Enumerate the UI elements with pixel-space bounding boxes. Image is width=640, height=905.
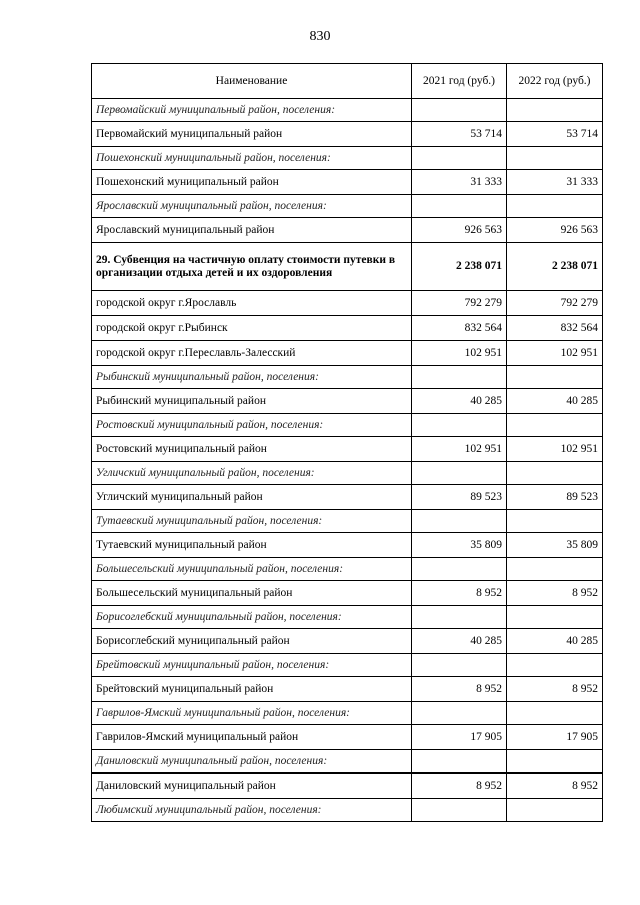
value-2022: 102 951	[507, 341, 603, 366]
value-2022	[507, 750, 603, 774]
value-2021: 35 809	[412, 533, 507, 558]
row-name: Гаврилов-Ямский муниципальный район	[92, 725, 412, 750]
table-body	[92, 99, 603, 822]
row-name: городской округ г.Ярославль	[92, 291, 412, 316]
value-2022	[507, 702, 603, 725]
value-2022	[507, 99, 603, 122]
value-2021: 102 951	[412, 341, 507, 366]
table-row	[92, 533, 603, 558]
row-name: городской округ г.Переславль-Залесский	[92, 341, 412, 366]
value-2021	[412, 414, 507, 437]
value-2021	[412, 195, 507, 218]
value-2021	[412, 558, 507, 581]
value-2021	[412, 606, 507, 629]
value-2021	[412, 366, 507, 389]
row-name: Брейтовский муниципальный район, поселения:	[92, 654, 412, 677]
row-name: Ярославский муниципальный район, поселения:	[92, 195, 412, 218]
table-row	[92, 218, 603, 243]
value-2022: 89 523	[507, 485, 603, 510]
value-2022: 35 809	[507, 533, 603, 558]
table-row	[92, 122, 603, 147]
value-2022: 792 279	[507, 291, 603, 316]
row-name: Рыбинский муниципальный район	[92, 389, 412, 414]
value-2022: 926 563	[507, 218, 603, 243]
value-2022	[507, 558, 603, 581]
table-row	[92, 581, 603, 606]
value-2021: 926 563	[412, 218, 507, 243]
value-2021: 2 238 071	[412, 243, 507, 291]
table-row	[92, 291, 603, 316]
value-2021: 17 905	[412, 725, 507, 750]
row-name: Большесельский муниципальный район	[92, 581, 412, 606]
value-2021: 102 951	[412, 437, 507, 462]
table-row	[92, 316, 603, 341]
value-2021	[412, 147, 507, 170]
value-2021: 40 285	[412, 389, 507, 414]
value-2021: 89 523	[412, 485, 507, 510]
value-2021: 832 564	[412, 316, 507, 341]
table-row	[92, 341, 603, 366]
value-2021	[412, 510, 507, 533]
row-name: Тутаевский муниципальный район, поселения:	[92, 510, 412, 533]
row-name: Угличский муниципальный район, поселения:	[92, 462, 412, 485]
row-name: Пошехонский муниципальный район, поселения:	[92, 147, 412, 170]
subsection-row	[92, 702, 603, 725]
table-row	[92, 677, 603, 702]
table-row	[92, 773, 603, 799]
subsection-row	[92, 558, 603, 581]
value-2022	[507, 195, 603, 218]
value-2022: 832 564	[507, 316, 603, 341]
value-2021: 53 714	[412, 122, 507, 147]
row-name: Борисоглебский муниципальный район, поселения:	[92, 606, 412, 629]
row-name: Брейтовский муниципальный район	[92, 677, 412, 702]
row-name: Борисоглебский муниципальный район	[92, 629, 412, 654]
subsection-row	[92, 606, 603, 629]
row-name: Ростовский муниципальный район	[92, 437, 412, 462]
value-2022: 40 285	[507, 389, 603, 414]
value-2021: 40 285	[412, 629, 507, 654]
table-row	[92, 629, 603, 654]
value-2022	[507, 414, 603, 437]
value-2022: 8 952	[507, 773, 603, 799]
table-row	[92, 170, 603, 195]
row-name: Даниловский муниципальный район	[92, 773, 412, 799]
row-name: Первомайский муниципальный район, поселения:	[92, 99, 412, 122]
budget-table	[91, 63, 603, 822]
value-2022: 8 952	[507, 581, 603, 606]
header-name: Наименование	[92, 64, 412, 99]
value-2022	[507, 366, 603, 389]
table-row	[92, 437, 603, 462]
value-2021	[412, 462, 507, 485]
value-2021: 8 952	[412, 677, 507, 702]
subsection-row	[92, 414, 603, 437]
header-2022: 2022 год (руб.)	[507, 64, 603, 99]
subsection-row	[92, 462, 603, 485]
subsection-row	[92, 99, 603, 122]
table-row	[92, 485, 603, 510]
header-2021: 2021 год (руб.)	[412, 64, 507, 99]
page-number: 830	[309, 29, 331, 44]
value-2021	[412, 702, 507, 725]
row-name: Ростовский муниципальный район, поселения:	[92, 414, 412, 437]
row-name: Тутаевский муниципальный район	[92, 533, 412, 558]
table-header-row	[92, 64, 603, 99]
table-row	[92, 725, 603, 750]
value-2022: 102 951	[507, 437, 603, 462]
value-2022	[507, 147, 603, 170]
value-2022	[507, 606, 603, 629]
value-2021	[412, 654, 507, 677]
value-2022	[507, 799, 603, 822]
subsection-row	[92, 750, 603, 774]
section-heading-row	[92, 243, 603, 291]
subsection-row	[92, 799, 603, 822]
subsection-row	[92, 654, 603, 677]
row-name: городской округ г.Рыбинск	[92, 316, 412, 341]
value-2021: 8 952	[412, 581, 507, 606]
subsection-row	[92, 195, 603, 218]
row-name: Большесельский муниципальный район, поселения:	[92, 558, 412, 581]
value-2021	[412, 799, 507, 822]
value-2022: 8 952	[507, 677, 603, 702]
subsection-row	[92, 366, 603, 389]
table-row	[92, 389, 603, 414]
row-name: Даниловский муниципальный район, поселения:	[92, 750, 412, 774]
value-2022	[507, 510, 603, 533]
row-name: 29. Субвенция на частичную оплату стоимости путевки в организации отдыха детей и их оздоровления	[92, 243, 412, 291]
value-2022: 53 714	[507, 122, 603, 147]
subsection-row	[92, 510, 603, 533]
row-name: Первомайский муниципальный район	[92, 122, 412, 147]
row-name: Угличский муниципальный район	[92, 485, 412, 510]
value-2022	[507, 654, 603, 677]
row-name: Гаврилов-Ямский муниципальный район, поселения:	[92, 702, 412, 725]
value-2022: 40 285	[507, 629, 603, 654]
value-2021: 31 333	[412, 170, 507, 195]
subsection-row	[92, 147, 603, 170]
row-name: Пошехонский муниципальный район	[92, 170, 412, 195]
row-name: Рыбинский муниципальный район, поселения:	[92, 366, 412, 389]
row-name: Любимский муниципальный район, поселения:	[92, 799, 412, 822]
value-2022: 2 238 071	[507, 243, 603, 291]
value-2021: 8 952	[412, 773, 507, 799]
row-name: Ярославский муниципальный район	[92, 218, 412, 243]
value-2022: 17 905	[507, 725, 603, 750]
value-2022	[507, 462, 603, 485]
value-2021: 792 279	[412, 291, 507, 316]
value-2022: 31 333	[507, 170, 603, 195]
value-2021	[412, 99, 507, 122]
value-2021	[412, 750, 507, 774]
